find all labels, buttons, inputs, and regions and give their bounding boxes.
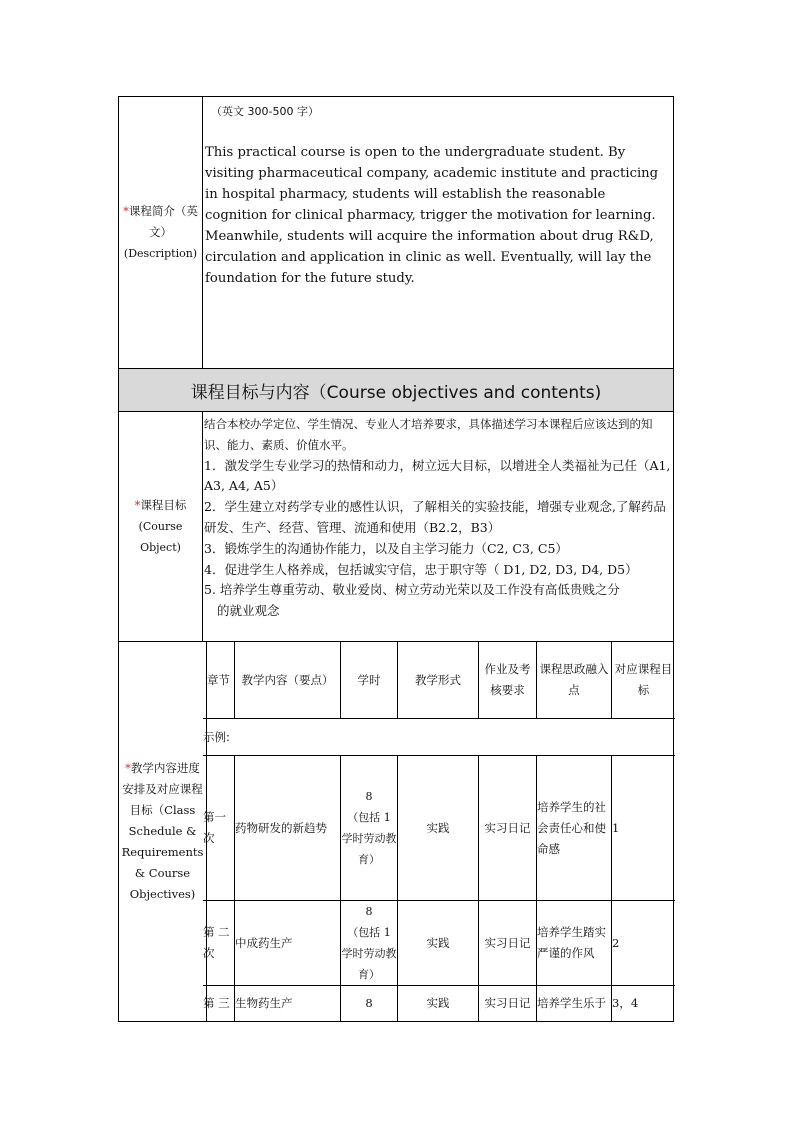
row2-form: 实践	[398, 901, 479, 986]
objectives-intro: 结合本校办学定位、学生情况、专业人才培养要求，具体描述学习本课程后应该达到的知识、能力、素质、价值水平。	[204, 417, 653, 452]
row3-target: 3，4	[612, 996, 639, 1010]
row2-homework: 实习日记	[479, 901, 537, 986]
row3-form: 实践	[398, 986, 479, 1021]
description-text: This practical course is open to the undergraduate student. By visiting pharmaceutical company, academic institute and practicing in hospital pharmacy, students will establish the reasonable cognition for clinical pharmacy, trigger the motivation for learning. Meanwhile, students will acquire the information about drug R&D, circulation and application in clinic as well. Eventually, will lay the foundation for the future study.	[205, 145, 659, 286]
description-row	[119, 97, 673, 369]
header-chapter: 章节	[203, 642, 235, 719]
row2-hours-cell	[341, 901, 398, 986]
objective-item-cont: 的就业观念	[217, 603, 280, 619]
objectives-row	[119, 412, 673, 642]
objectives-content	[203, 412, 673, 641]
objectives-label	[119, 412, 203, 641]
row1-hours-cell	[341, 756, 398, 901]
row3-content: 生物药生产	[235, 986, 341, 1021]
row1-homework: 实习日记	[479, 756, 537, 901]
row2-content: 中成药生产	[235, 901, 341, 986]
row1-hours: 8	[365, 790, 373, 803]
objective-item: 4．促进学生人格养成，包括诚实守信，忠于职守等（ D1, D2, D3, D4, D5）	[204, 561, 638, 577]
row2-hours: 8	[365, 905, 373, 918]
schedule-table	[203, 642, 673, 1021]
row1-ideology: 培养学生的社会责任心和使命感	[537, 756, 612, 901]
row3-chapter: 第 三	[203, 986, 235, 1021]
row1-hours-note: （包括 1 学时劳动教育）	[341, 811, 397, 866]
row3-homework: 实习日记	[479, 986, 537, 1021]
objective-item: 2．学生建立对药学专业的感性认识，了解相关的实验技能，增强专业观念,了解药品研发、生产、经营、管理、流通和使用（B2.2，B3）	[204, 499, 666, 535]
objective-item: 1．激发学生专业学习的热情和动力，树立远大目标，以增进全人类福祉为己任（A1, A3, A4, A5）	[204, 457, 671, 494]
header-form: 教学形式	[398, 642, 479, 719]
description-content	[203, 97, 673, 368]
row3-hours: 8	[341, 986, 398, 1021]
row2-target: 2	[612, 901, 675, 986]
objective-item: 3．锻炼学生的沟通协作能力，以及自主学习能力（C2, C3, C5）	[204, 540, 568, 556]
header-ideology: 课程思政融入点	[537, 642, 612, 719]
header-content: 教学内容（要点）	[235, 642, 341, 719]
schedule-label	[119, 642, 207, 1021]
schedule-row	[119, 642, 673, 1021]
required-mark: *	[125, 761, 131, 775]
row3-ideology: 培养学生乐于	[537, 986, 612, 1021]
row1-target: 1	[612, 756, 675, 901]
description-note: （英文 300-500 字）	[211, 105, 319, 118]
objectives-label-en: (Course Object)	[138, 520, 183, 554]
objective-item: 5. 培养学生尊重劳动、敬业爱岗、树立劳动光荣以及工作没有高低贵贱之分	[204, 582, 620, 598]
header-hours: 学时	[341, 642, 398, 719]
row2-chapter: 第 二次	[203, 901, 235, 986]
description-label-cn: 课程简介（英文）	[128, 204, 198, 239]
row1-content: 药物研发的新趋势	[235, 756, 341, 901]
objectives-label-cn: 课程目标	[140, 498, 187, 512]
objectives-banner: 课程目标与内容（Course objectives and contents)	[119, 369, 673, 412]
schedule-label-text: 教学内容进度安排及对应课程目标（Class Schedule & Requirements & Course Objectives)	[121, 761, 204, 901]
form-table	[118, 96, 674, 1022]
course-form	[118, 96, 674, 1022]
description-label-en: (Description)	[123, 247, 198, 260]
required-mark: *	[134, 498, 141, 512]
required-mark: *	[123, 204, 129, 218]
row1-chapter: 第一次	[203, 756, 235, 901]
row1-form: 实践	[398, 756, 479, 901]
header-target: 对应课程目标	[612, 642, 675, 719]
example-label: 示例:	[203, 719, 675, 756]
row2-hours-note: （包括 1 学时劳动教育）	[341, 926, 397, 981]
header-homework: 作业及考核要求	[479, 642, 537, 719]
row2-ideology: 培养学生踏实严谨的作风	[537, 901, 612, 986]
description-label	[119, 97, 203, 368]
